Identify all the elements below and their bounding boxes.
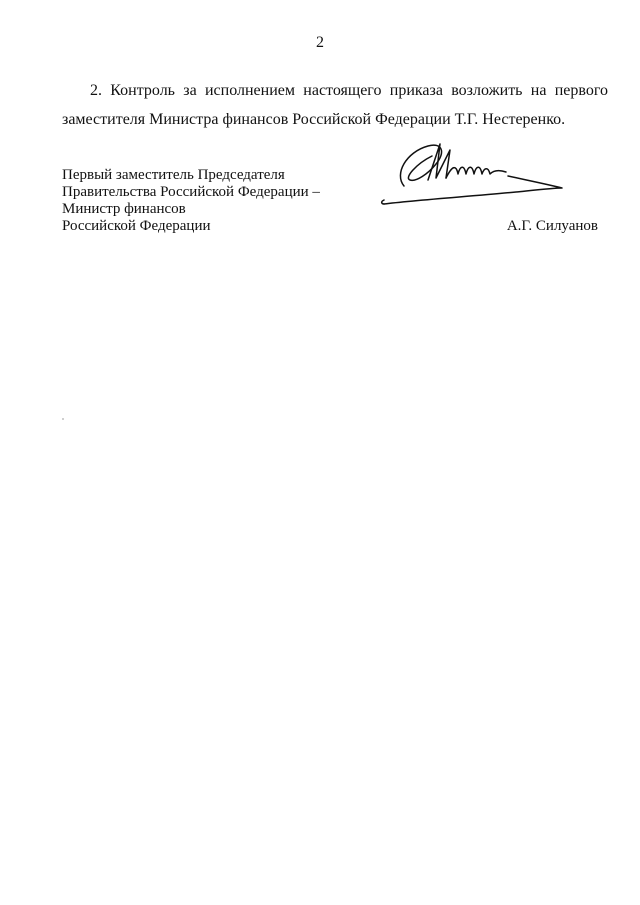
- instruction-paragraph: 2. Контроль за исполнением настоящего приказа возложить на первого заместителя Министра финансов Российской Федерации Т.Г. Нестеренко.: [62, 82, 608, 128]
- page-number: 2: [316, 34, 324, 51]
- scan-artifact: [62, 418, 64, 420]
- signatory-position: [62, 167, 320, 235]
- position-line-1: Первый заместитель Председателя: [62, 167, 285, 183]
- signer-name: А.Г. Силуанов: [506, 218, 598, 234]
- position-line-2: Правительства Российской Федерации –: [62, 184, 320, 200]
- position-line-4: Российской Федерации: [62, 218, 211, 234]
- position-line-3: Министр финансов: [62, 201, 186, 217]
- handwritten-signature-icon: [376, 130, 576, 210]
